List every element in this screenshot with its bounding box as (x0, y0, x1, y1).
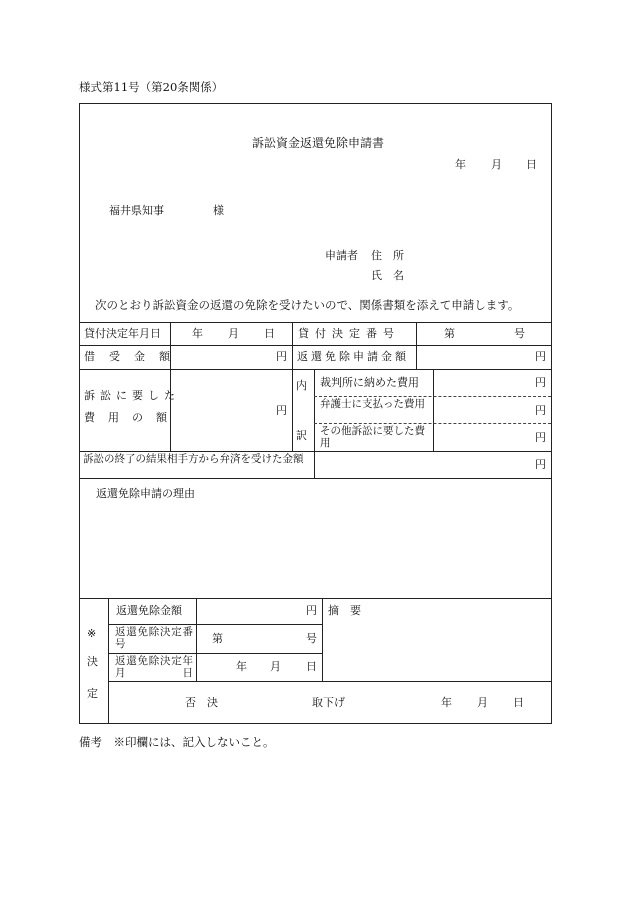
decision-number-suffix: 号 (306, 632, 317, 645)
remarks-label: 摘 要 (328, 604, 361, 617)
litigation-cost-label-2: 費用の額 (84, 411, 180, 424)
decision-date-year: 年 (236, 660, 247, 673)
exemption-request-amount-label: 返還免除申請金額 (297, 350, 409, 363)
footer-date-year: 年 (441, 696, 452, 709)
exemption-amount-label: 返還免除金額 (116, 604, 182, 617)
breakdown-other-fees-unit: 円 (535, 431, 546, 444)
rejection-label: 否 決 (185, 696, 218, 709)
breakdown-label-bottom: 訳 (296, 429, 307, 442)
loan-number-suffix: 号 (514, 327, 525, 340)
decision-date-month: 月 (270, 660, 281, 673)
decision-number-prefix: 第 (212, 632, 223, 645)
breakdown-court-fees-label: 裁判所に納めた費用 (320, 376, 419, 389)
breakdown-label-top: 内 (296, 379, 307, 392)
decision-label-bottom: 定 (87, 687, 98, 700)
litigation-cost-label-1: 訴訟に要した (84, 389, 180, 402)
loan-number-prefix: 第 (444, 327, 455, 340)
exemption-request-amount-unit: 円 (535, 350, 546, 363)
date-year: 年 (455, 158, 466, 171)
loan-date-month: 月 (228, 327, 239, 340)
borrowed-amount-unit: 円 (276, 350, 287, 363)
repayment-unit: 円 (535, 458, 546, 471)
decision-date-day: 日 (306, 660, 317, 673)
loan-date-year: 年 (192, 327, 203, 340)
date-month: 月 (491, 158, 502, 171)
form-number: 様式第11号（第20条関係） (79, 80, 224, 94)
reason-label: 返還免除申請の理由 (96, 487, 195, 500)
intro-text: 次のとおり訴訟資金の返還の免除を受けたいので、関係書類を添えて申請します。 (95, 298, 520, 312)
borrowed-amount-label: 借受金額 (84, 350, 184, 363)
loan-decision-date-label: 貸付決定年月日 (84, 327, 161, 340)
withdrawal-label: 取下げ (312, 696, 345, 709)
decision-date-label: 返還免除決定年月日 (115, 655, 193, 679)
addressee-honorific: 様 (213, 204, 224, 217)
repayment-label: 訴訟の終了の結果相手方から弁済を受けた金額 (83, 453, 304, 465)
date-day: 日 (526, 158, 537, 171)
breakdown-other-fees-label: その他訴訟に要した費用 (320, 425, 425, 449)
applicant-name-label: 氏 名 (371, 269, 404, 282)
decision-label-top: 決 (87, 655, 98, 668)
loan-date-day: 日 (264, 327, 275, 340)
exemption-amount-unit: 円 (306, 604, 317, 617)
decision-mark: ※ (87, 627, 97, 640)
applicant-address-label: 住 所 (371, 249, 404, 262)
applicant-label: 申請者 (325, 249, 358, 262)
breakdown-court-fees-unit: 円 (535, 376, 546, 389)
addressee-name: 福井県知事 (109, 204, 164, 217)
breakdown-lawyer-fees-unit: 円 (535, 404, 546, 417)
form-title: 訴訟資金返還免除申請書 (252, 136, 385, 150)
litigation-cost-unit: 円 (276, 404, 287, 417)
decision-number-label: 返還免除決定番号 (115, 626, 193, 650)
breakdown-lawyer-fees-label: 弁護士に支払った費用 (320, 398, 425, 410)
loan-decision-number-label: 貸付決定番号 (298, 327, 400, 340)
footer-date-day: 日 (513, 696, 524, 709)
footer-date-month: 月 (477, 696, 488, 709)
note: 備考 ※印欄には、記入しないこと。 (79, 735, 275, 749)
